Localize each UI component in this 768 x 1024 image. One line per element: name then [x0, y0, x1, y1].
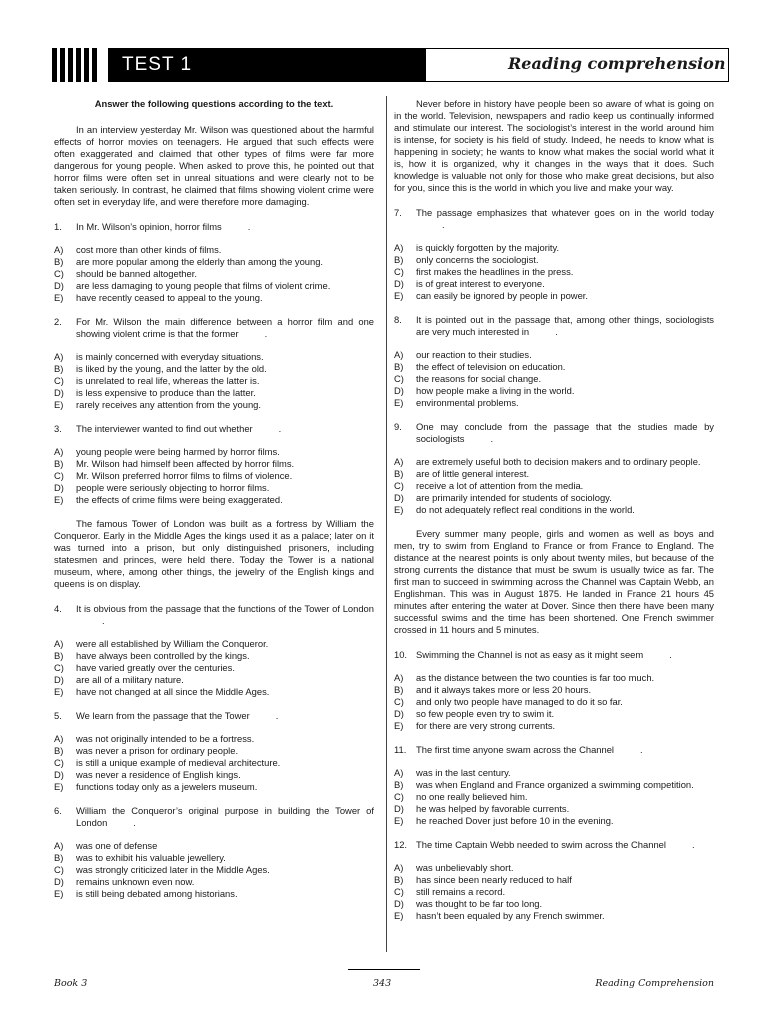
question-text	[76, 603, 374, 627]
answer-option	[54, 733, 374, 745]
option-text: can easily be ignored by people in power.	[416, 290, 588, 301]
question-number: 7.	[394, 207, 402, 218]
option-text: for there are very strong currents.	[416, 720, 556, 731]
option-text: do not adequately reflect real conditions in the world.	[416, 504, 635, 515]
question	[394, 744, 714, 756]
option-text: Mr. Wilson had himself been affected by horror films.	[76, 458, 295, 469]
option-letter: B)	[54, 745, 64, 756]
answer-option	[394, 504, 714, 516]
question-text	[76, 221, 374, 233]
option-text: are extremely useful both to decision makers and to ordinary people.	[416, 456, 701, 467]
question	[54, 316, 374, 340]
option-letter: B)	[54, 458, 64, 469]
answer-options	[394, 767, 714, 827]
answer-option	[54, 674, 374, 686]
answer-option	[54, 757, 374, 769]
answer-option	[394, 385, 714, 397]
option-letter: A)	[54, 351, 64, 362]
question-text	[416, 649, 714, 661]
question-end: .	[275, 710, 279, 721]
option-text: is mainly concerned with everyday situations.	[76, 351, 264, 362]
answer-option	[394, 468, 714, 480]
question-text	[416, 207, 714, 231]
option-letter: E)	[54, 888, 64, 899]
answer-option	[394, 720, 714, 732]
question-end: .	[102, 615, 105, 626]
answer-options	[394, 349, 714, 409]
answer-options	[54, 638, 374, 698]
option-text: he was helped by favorable currents.	[416, 803, 570, 814]
answer-options	[54, 733, 374, 793]
option-letter: E)	[54, 781, 64, 792]
answer-option	[394, 456, 714, 468]
answer-option	[394, 266, 714, 278]
question-number: 6.	[54, 805, 62, 816]
question	[54, 710, 374, 722]
answer-option	[54, 638, 374, 650]
option-text: are less damaging to young people that films of violent crime.	[76, 280, 331, 291]
option-letter: B)	[394, 779, 404, 790]
question-number: 12.	[394, 839, 408, 850]
option-text: was never a prison for ordinary people.	[76, 745, 239, 756]
answer-options	[54, 840, 374, 900]
option-text: is unrelated to real life, whereas the latter is.	[76, 375, 260, 386]
option-text: was to exhibit his valuable jewellery.	[76, 852, 226, 863]
question-end: .	[278, 423, 282, 434]
answer-option	[54, 351, 374, 363]
answer-option	[394, 242, 714, 254]
footer-section: Reading Comprehension	[595, 978, 714, 989]
option-text: cost more than other kinds of films.	[76, 244, 222, 255]
option-letter: D)	[54, 387, 64, 398]
answer-option	[54, 256, 374, 268]
option-letter: B)	[394, 468, 404, 479]
option-text: receive a lot of attention from the media.	[416, 480, 584, 491]
answer-option	[54, 852, 374, 864]
footer-rule	[348, 969, 420, 970]
option-letter: A)	[54, 840, 64, 851]
option-letter: A)	[394, 349, 404, 360]
answer-option	[394, 492, 714, 504]
answer-option	[394, 874, 714, 886]
option-text: was strongly criticized later in the Middle Ages.	[76, 864, 270, 875]
option-text: is quickly forgotten by the majority.	[416, 242, 560, 253]
option-letter: D)	[54, 482, 64, 493]
answer-option	[394, 862, 714, 874]
answer-options	[54, 244, 374, 304]
answer-option	[54, 268, 374, 280]
question-end: .	[555, 326, 558, 337]
test-label-box	[108, 48, 426, 82]
question-stem: One may conclude from the passage that the studies made by sociologists	[416, 421, 714, 444]
answer-option	[54, 363, 374, 375]
question-text	[76, 805, 374, 829]
option-text: our reaction to their studies.	[416, 349, 532, 360]
option-letter: E)	[54, 494, 64, 505]
question-text	[416, 314, 714, 338]
option-text: was when England and France organized a swimming competition.	[416, 779, 694, 790]
question	[54, 805, 374, 829]
option-text: people were seriously objecting to horror films.	[76, 482, 270, 493]
question-number: 8.	[394, 314, 402, 325]
header-stripes	[52, 48, 102, 82]
answer-option	[54, 387, 374, 399]
question	[394, 207, 714, 231]
option-letter: D)	[394, 803, 404, 814]
option-letter: E)	[394, 397, 404, 408]
option-letter: C)	[394, 791, 404, 802]
option-letter: E)	[54, 399, 64, 410]
option-text: was never a residence of English kings.	[76, 769, 241, 780]
answer-option	[54, 470, 374, 482]
question-end: .	[133, 817, 136, 828]
answer-option	[394, 361, 714, 373]
answer-options	[394, 456, 714, 516]
option-text: Mr. Wilson preferred horror films to films of violence.	[76, 470, 293, 481]
option-text: has since been nearly reduced to half	[416, 874, 572, 885]
option-letter: A)	[394, 672, 404, 683]
option-text: still remains a record.	[416, 886, 506, 897]
test-label: TEST 1	[122, 54, 193, 75]
option-letter: B)	[394, 874, 404, 885]
option-letter: A)	[394, 862, 404, 873]
reading-passage: Every summer many people, girls and women as well as boys and men, try to swim from England to France or from France to England. The distance at the nearest points is only about twenty miles, but because of the strong currents the distance that must be swum is usually twice as far. The first man to succeed in swimming across the Channel was Captain Webb, an Englishman. This was in August 1875. He landed in France 21 hours 45 minutes after entering the water at Dover. Since then there have been many successful swims and the time has been shortened. One French swimmer crossed in 11 hours and 5 minutes.	[394, 528, 714, 635]
question-stem: The time Captain Webb needed to swim across the Channel	[416, 839, 666, 850]
option-letter: E)	[394, 815, 404, 826]
option-letter: B)	[54, 363, 64, 374]
option-text: are more popular among the elderly than among the young.	[76, 256, 324, 267]
answer-option	[394, 373, 714, 385]
answer-options	[394, 672, 714, 732]
option-letter: D)	[54, 769, 64, 780]
option-text: are primarily intended for students of sociology.	[416, 492, 612, 503]
option-letter: E)	[394, 290, 404, 301]
question-end: .	[442, 219, 445, 230]
option-text: no one really believed him.	[416, 791, 528, 802]
answer-option	[54, 781, 374, 793]
option-letter: E)	[394, 504, 404, 515]
question	[394, 649, 714, 661]
question	[54, 423, 374, 435]
answer-option	[394, 278, 714, 290]
answer-option	[394, 767, 714, 779]
question-stem: It is pointed out in the passage that, among other things, sociologists are very much interested in	[416, 314, 714, 337]
answer-option	[394, 480, 714, 492]
answer-option	[54, 446, 374, 458]
option-text: was in the last century.	[416, 767, 511, 778]
option-text: have not changed at all since the Middle Ages.	[76, 686, 270, 697]
answer-options	[54, 351, 374, 411]
option-letter: D)	[54, 876, 64, 887]
answer-option	[54, 650, 374, 662]
question-text	[416, 421, 714, 445]
question-stem: The first time anyone swam across the Channel	[416, 744, 615, 755]
question-number: 10.	[394, 649, 408, 660]
answer-option	[54, 375, 374, 387]
option-letter: C)	[54, 375, 64, 386]
option-letter: E)	[54, 686, 64, 697]
option-text: have recently ceased to appeal to the young.	[76, 292, 263, 303]
option-letter: C)	[394, 373, 404, 384]
option-letter: C)	[54, 864, 64, 875]
answer-option	[394, 349, 714, 361]
question-stem: William the Conqueror’s original purpose in building the Tower of London	[76, 805, 374, 828]
option-letter: B)	[394, 361, 404, 372]
option-letter: D)	[394, 385, 404, 396]
option-text: first makes the headlines in the press.	[416, 266, 574, 277]
answer-option	[54, 494, 374, 506]
answer-option	[394, 898, 714, 910]
option-letter: A)	[394, 767, 404, 778]
question-stem: The passage emphasizes that whatever goes on in the world today	[416, 207, 714, 218]
option-text: are all of a military nature.	[76, 674, 184, 685]
option-letter: C)	[394, 886, 404, 897]
answer-option	[394, 397, 714, 409]
option-letter: C)	[394, 480, 404, 491]
option-text: is less expensive to produce than the latter.	[76, 387, 256, 398]
question-stem: For Mr. Wilson the main difference between a horror film and one showing violent crime is that the former	[76, 316, 374, 339]
option-text: the effects of crime films were being exaggerated.	[76, 494, 283, 505]
answer-option	[54, 745, 374, 757]
question	[394, 314, 714, 338]
answer-option	[394, 696, 714, 708]
answer-option	[54, 876, 374, 888]
option-text: was not originally intended to be a fortress.	[76, 733, 255, 744]
option-text: is still a unique example of medieval architecture.	[76, 757, 281, 768]
answer-option	[54, 292, 374, 304]
option-letter: C)	[54, 268, 64, 279]
column-divider	[386, 96, 387, 952]
answer-option	[54, 686, 374, 698]
question-end: .	[264, 328, 268, 339]
question-end: .	[691, 839, 695, 850]
option-letter: C)	[394, 696, 404, 707]
option-text: was unbelievably short.	[416, 862, 514, 873]
question-end: .	[640, 744, 643, 755]
option-text: as the distance between the two counties is far too much.	[416, 672, 655, 683]
option-letter: A)	[54, 446, 64, 457]
option-text: only concerns the sociologist.	[416, 254, 539, 265]
answer-option	[394, 886, 714, 898]
page-header	[52, 48, 730, 82]
answer-option	[54, 840, 374, 852]
option-letter: E)	[394, 910, 404, 921]
section-title: Reading comprehension	[508, 54, 726, 73]
question	[54, 221, 374, 233]
answer-option	[54, 864, 374, 876]
answer-option	[54, 280, 374, 292]
question-number: 4.	[54, 603, 62, 614]
option-letter: D)	[394, 492, 404, 503]
option-text: how people make a living in the world.	[416, 385, 575, 396]
answer-option	[54, 888, 374, 900]
option-text: have always been controlled by the kings.	[76, 650, 250, 661]
answer-option	[394, 684, 714, 696]
question-number: 11.	[394, 744, 407, 755]
answer-option	[394, 803, 714, 815]
option-text: and it always takes more or less 20 hours.	[416, 684, 592, 695]
answer-options	[394, 242, 714, 302]
question-text	[416, 744, 714, 756]
option-text: he reached Dover just before 10 in the evening.	[416, 815, 614, 826]
option-letter: D)	[394, 898, 404, 909]
section-title-box	[426, 48, 729, 82]
instructions: Answer the following questions according to the text.	[94, 98, 334, 109]
option-letter: B)	[54, 852, 64, 863]
option-text: and only two people have managed to do it so far.	[416, 696, 623, 707]
option-text: are of little general interest.	[416, 468, 530, 479]
option-text: the effect of television on education.	[416, 361, 566, 372]
reading-passage: In an interview yesterday Mr. Wilson was questioned about the harmful effects of horror movies on teenagers. He argued that such effects were often exaggerated and claimed that other types of films were far more dangerous for young people. When asked to prove this, he pointed out that horror films were often set in unreal situations and were clearly not to be taken seriously. In contrast, he claimed that films showing violent crime were often set in everyday life, and were therefore more damaging.	[54, 124, 374, 207]
answer-options	[394, 862, 714, 922]
option-letter: D)	[394, 708, 404, 719]
option-letter: A)	[54, 733, 64, 744]
option-letter: B)	[394, 684, 404, 695]
question-stem: The interviewer wanted to find out whether	[76, 423, 253, 434]
reading-passage: The famous Tower of London was built as a fortress by William the Conqueror. Early in the Middle Ages the kings used it as a palace; later on it was turned into a prison, but only distinguished prisoners, including statesmen and princes, were held there. Today the Tower is a national museum, where, among other things, the jewelry of the English kings and queens is on display.	[54, 518, 374, 589]
option-text: should be banned altogether.	[76, 268, 197, 279]
answer-option	[394, 910, 714, 922]
option-text: so few people even try to swim it.	[416, 708, 555, 719]
option-text: was one of defense	[76, 840, 158, 851]
option-letter: A)	[394, 242, 404, 253]
question-text	[76, 710, 374, 722]
question	[394, 421, 714, 445]
option-text: is still being debated among historians.	[76, 888, 238, 899]
footer-page-number: 343	[373, 978, 392, 989]
question-end: .	[669, 649, 672, 660]
right-column	[394, 98, 714, 934]
question	[394, 839, 714, 851]
option-text: hasn’t been equaled by any French swimmer.	[416, 910, 605, 921]
option-text: young people were being harmed by horror films.	[76, 446, 280, 457]
question-number: 2.	[54, 316, 62, 327]
answer-option	[394, 290, 714, 302]
option-text: was thought to be far too long.	[416, 898, 543, 909]
question	[54, 603, 374, 627]
option-letter: D)	[54, 280, 64, 291]
answer-option	[54, 769, 374, 781]
answer-option	[54, 662, 374, 674]
question-stem: In Mr. Wilson’s opinion, horror films	[76, 221, 222, 232]
answer-option	[394, 254, 714, 266]
answer-option	[394, 708, 714, 720]
question-end: .	[247, 221, 251, 232]
option-text: were all established by William the Conqueror.	[76, 638, 269, 649]
option-text: the reasons for social change.	[416, 373, 542, 384]
answer-option	[394, 672, 714, 684]
answer-option	[54, 482, 374, 494]
reading-passage: Never before in history have people been so aware of what is going on in the world. Television, newspapers and radio keep us continually informed and stimulate our interest. The sociologist’s interest in the world around him is intense, for society is his field of study. Indeed, he needs to know what is happening in society; he wants to know what makes the social world what it is, how it is organized, why it changes in the ways that it does. Such knowledge is valuable not only for those who make great decisions, but also for you, since this is the world in which you live and make your way.	[394, 98, 714, 193]
answer-option	[394, 779, 714, 791]
question-number: 5.	[54, 710, 62, 721]
question-number: 9.	[394, 421, 402, 432]
option-text: have varied greatly over the centuries.	[76, 662, 235, 673]
option-letter: D)	[54, 674, 64, 685]
option-letter: A)	[54, 244, 64, 255]
option-letter: A)	[394, 456, 404, 467]
question-end: .	[490, 433, 494, 444]
answer-option	[394, 791, 714, 803]
left-column	[54, 98, 374, 912]
answer-option	[394, 815, 714, 827]
option-letter: E)	[394, 720, 404, 731]
option-letter: C)	[54, 470, 64, 481]
question-text	[416, 839, 714, 851]
question-text	[76, 316, 374, 340]
question-stem: It is obvious from the passage that the functions of the Tower of London	[76, 603, 374, 614]
question-text	[76, 423, 374, 435]
footer-book: Book 3	[54, 978, 88, 989]
option-letter: E)	[54, 292, 64, 303]
option-letter: B)	[54, 650, 64, 661]
answer-option	[54, 244, 374, 256]
option-letter: B)	[394, 254, 404, 265]
option-letter: C)	[54, 757, 64, 768]
option-letter: C)	[394, 266, 404, 277]
answer-option	[54, 458, 374, 470]
answer-option	[54, 399, 374, 411]
question-number: 1.	[54, 221, 62, 232]
question-number: 3.	[54, 423, 62, 434]
option-letter: B)	[54, 256, 64, 267]
option-text: environmental problems.	[416, 397, 519, 408]
option-letter: A)	[54, 638, 64, 649]
question-stem: Swimming the Channel is not as easy as it might seem	[416, 649, 644, 660]
option-text: is of great interest to everyone.	[416, 278, 545, 289]
option-text: is liked by the young, and the latter by the old.	[76, 363, 267, 374]
option-text: rarely receives any attention from the young.	[76, 399, 261, 410]
option-text: functions today only as a jewelers museum.	[76, 781, 258, 792]
option-letter: D)	[394, 278, 404, 289]
option-letter: C)	[54, 662, 64, 673]
answer-options	[54, 446, 374, 506]
question-stem: We learn from the passage that the Tower	[76, 710, 250, 721]
option-text: remains unknown even now.	[76, 876, 195, 887]
